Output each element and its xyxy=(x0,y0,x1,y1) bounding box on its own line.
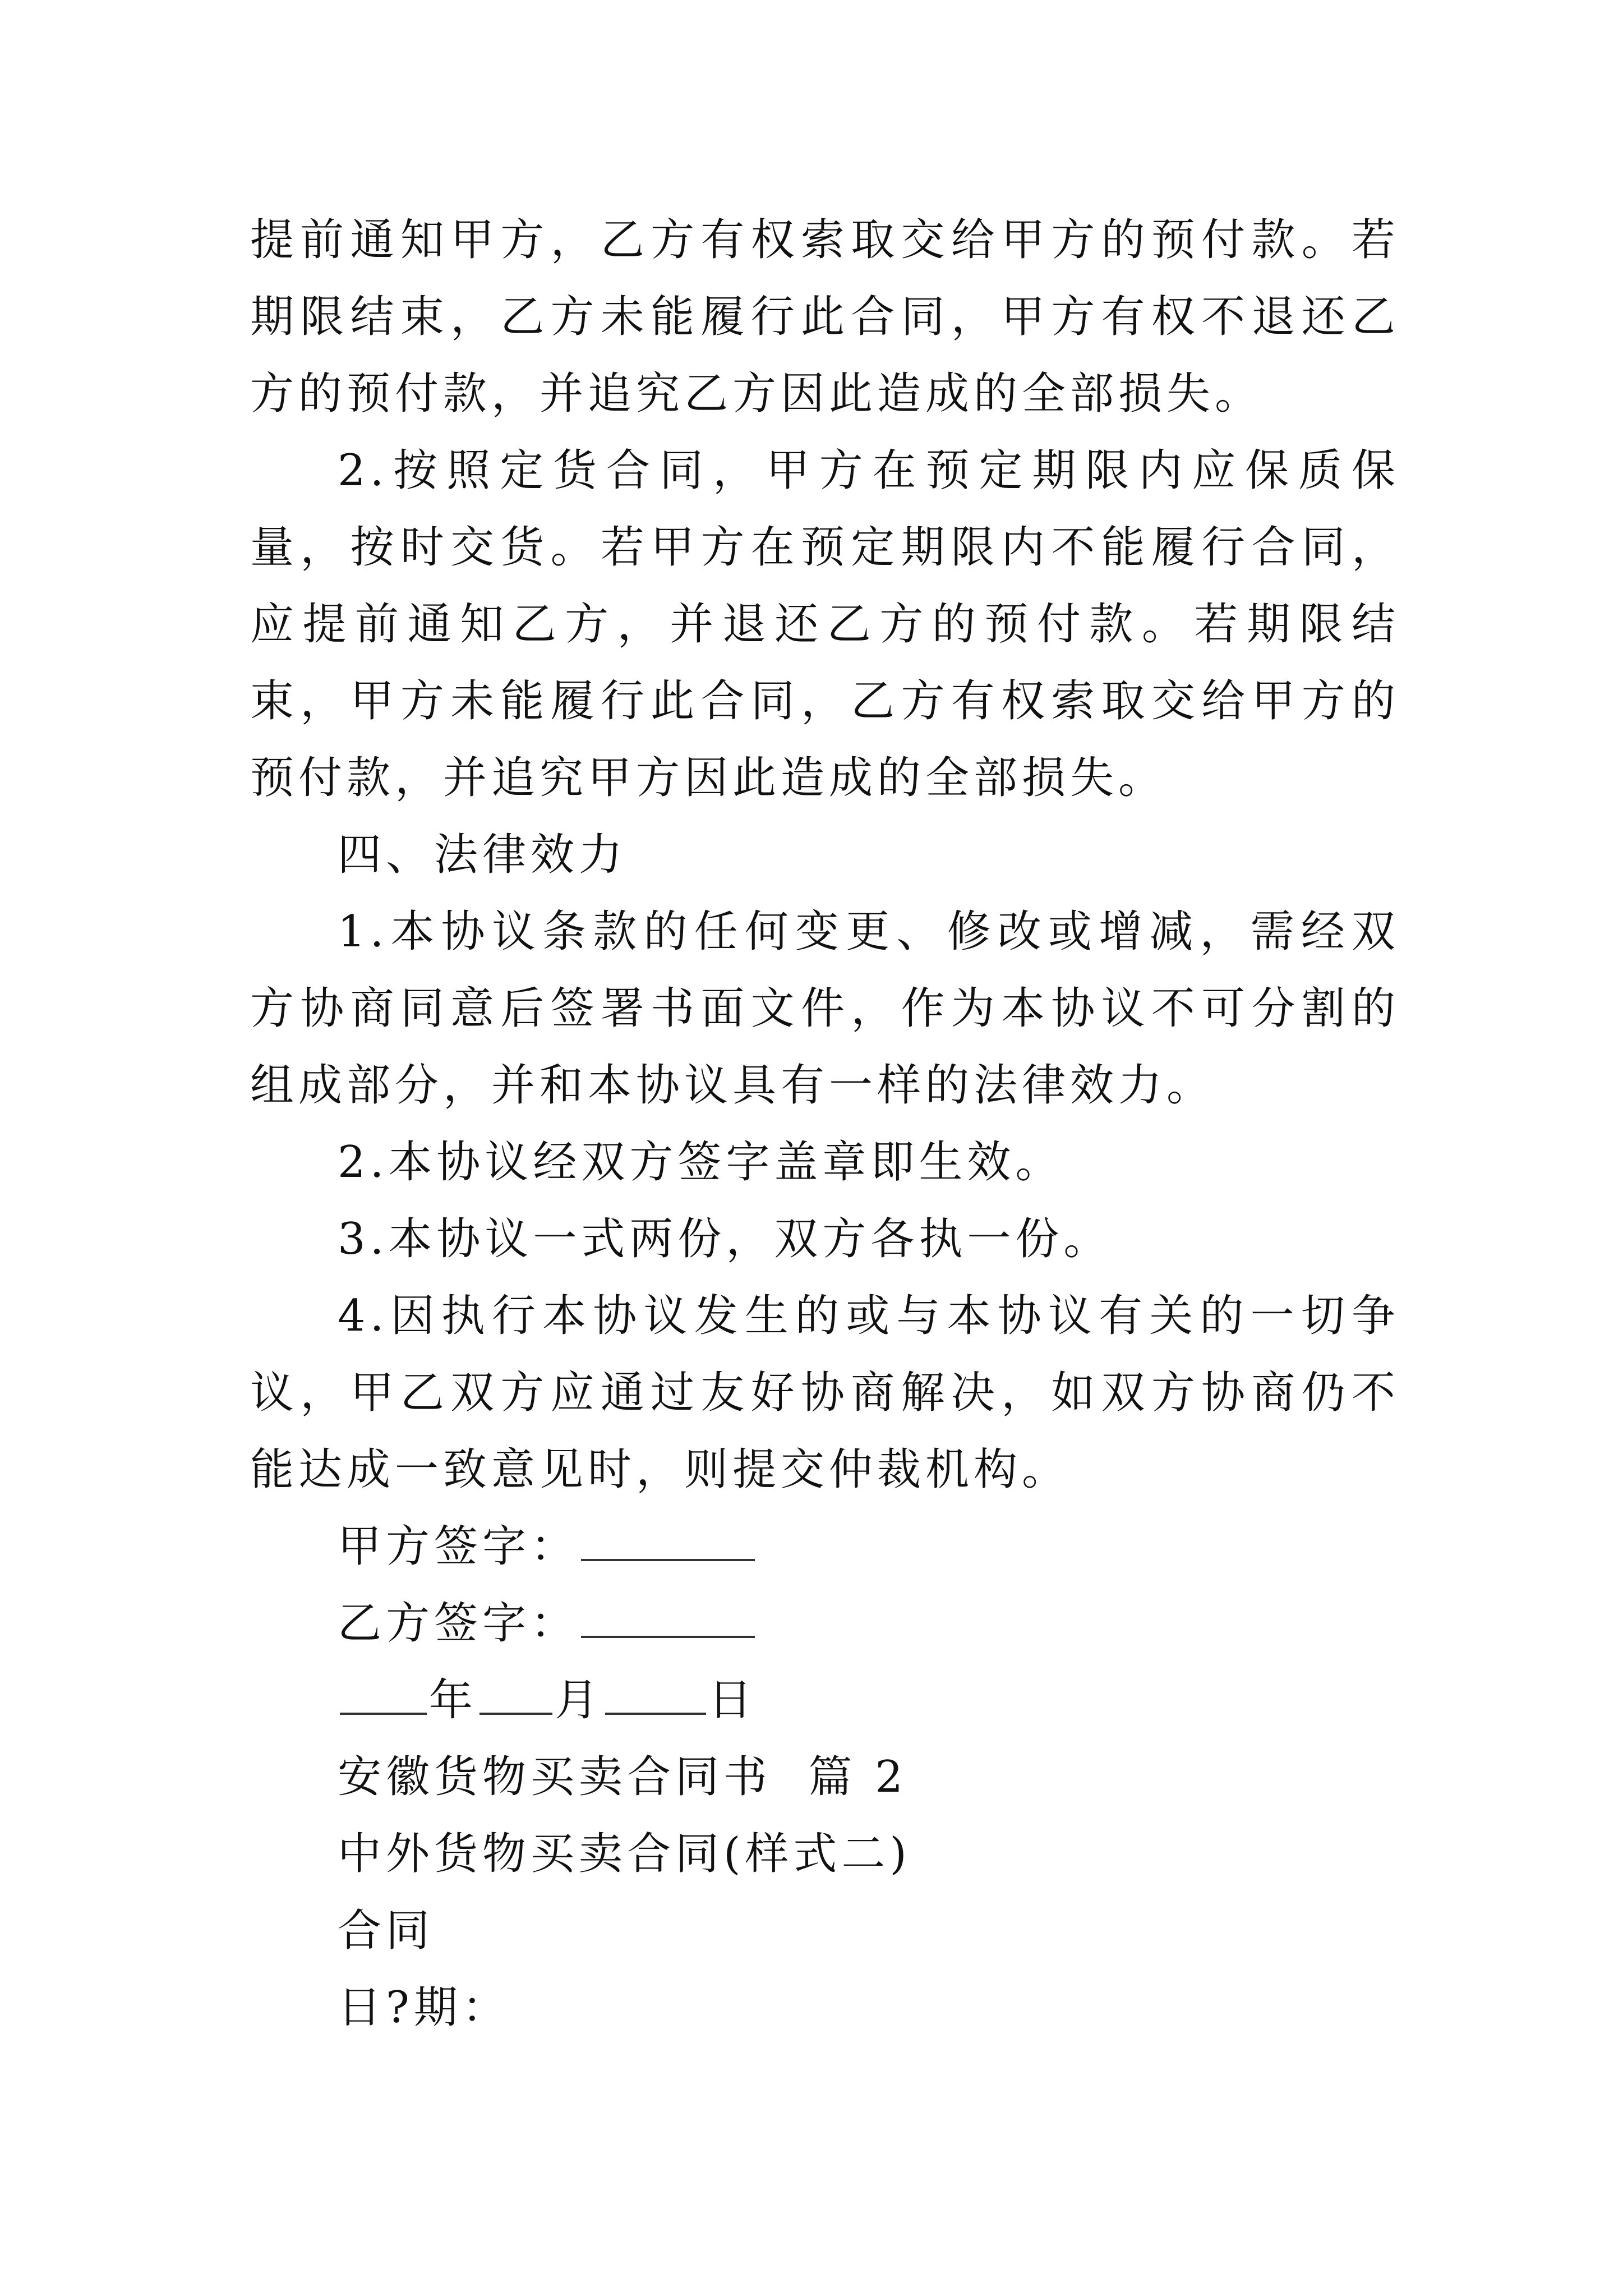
date-year-blank xyxy=(340,1678,427,1715)
paragraph-2: 2.按照定货合同，甲方在预定期限内应保质保量，按时交货。若甲方在预定期限内不能履行合同，应提前通知乙方，并退还乙方的预付款。若期限结束，甲方未能履行此合同，乙方有权索取交给甲方的预付款，并追究甲方因此造成的全部损失。 xyxy=(250,445,1400,803)
paragraph-4: 2.本协议经双方签字盖章即生效。 xyxy=(338,1137,1064,1188)
date-line xyxy=(250,1662,1400,1739)
paragraph-1: 提前通知甲方，乙方有权索取交给甲方的预付款。若期限结束，乙方未能履行此合同，甲方有权不退还乙方的预付款，并追究乙方因此造成的全部损失。 xyxy=(250,215,1400,419)
date-label: 日?期： xyxy=(338,1982,510,2033)
paragraph-6: 4.因执行本协议发生的或与本协议有关的一切争议，甲乙双方应通过友好协商解决，如双方协商仍不能达成一致意见时，则提交仲裁机构。 xyxy=(250,1291,1400,1495)
paragraph-5: 3.本协议一式两份，双方各执一份。 xyxy=(338,1214,1112,1264)
paragraph-3: 1.本协议条款的任何变更、修改或增减，需经双方协商同意后签署书面文件，作为本协议不可分割的组成部分，并和本协议具有一样的法律效力。 xyxy=(250,907,1400,1111)
date-year-label: 年 xyxy=(429,1675,478,1726)
section-title: 安徽货物买卖合同书 篇 2 xyxy=(338,1752,908,1802)
date-month-label: 月 xyxy=(555,1675,603,1726)
signature-party-a-blank xyxy=(581,1524,755,1561)
date-month-blank xyxy=(479,1678,552,1715)
contract-title: 中外货物买卖合同(样式二) xyxy=(338,1829,911,1879)
date-day-label: 日 xyxy=(708,1675,757,1726)
signature-party-a-label: 甲方签字： xyxy=(338,1521,579,1572)
date-day-blank xyxy=(605,1678,706,1715)
signature-party-b xyxy=(250,1585,1400,1662)
section-heading-legal-effect: 四、法律效力 xyxy=(338,830,628,880)
signature-party-b-label: 乙方签字： xyxy=(338,1598,579,1649)
signature-party-a xyxy=(250,1508,1400,1585)
document-body xyxy=(250,202,1400,2046)
contract-label: 合同 xyxy=(338,1906,435,1956)
signature-party-b-blank xyxy=(581,1601,755,1638)
